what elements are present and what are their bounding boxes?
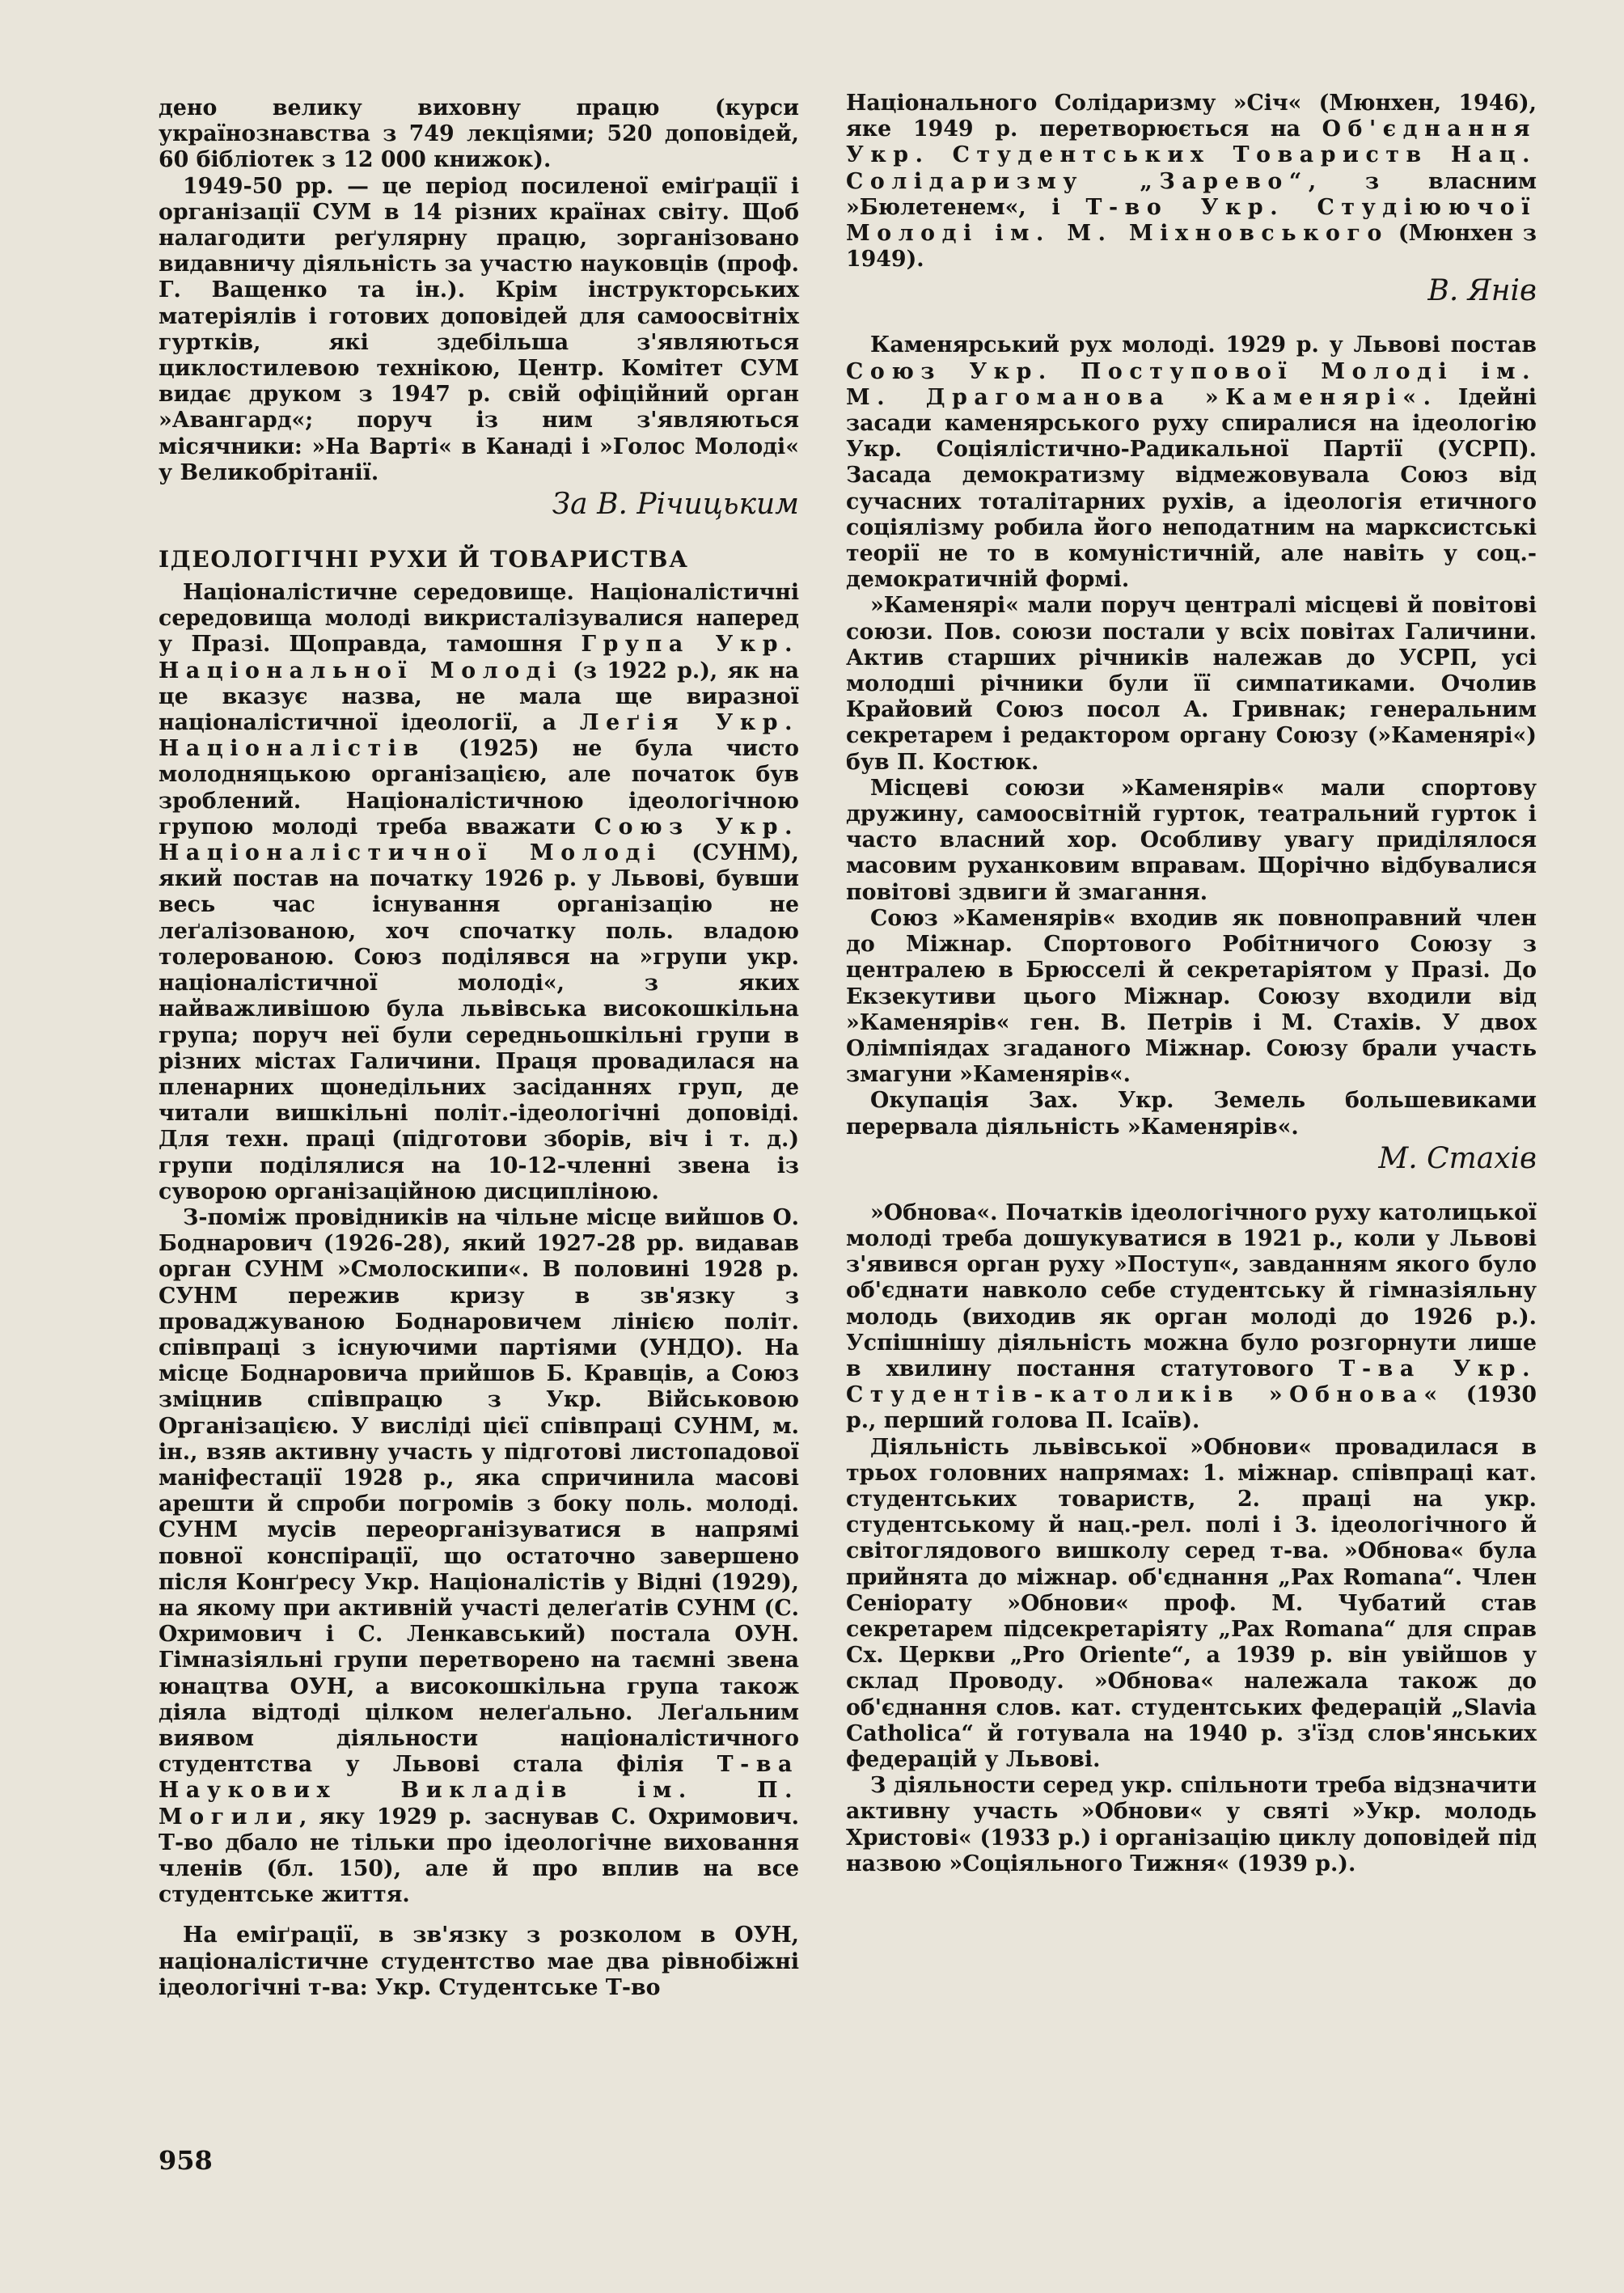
author-signature-yaniv: В. Янів: [1427, 274, 1537, 308]
paragraph-kameniari-movement: [846, 332, 1537, 593]
spaced-org-name: Група Укр. Національної Молоді: [159, 632, 799, 683]
paragraph-obnova-community: З діяльности серед укр. спільноти треба відзначити активну участь »Обнови« у святі »Укр. молодь Христові« (1933 р.) і організацію циклу доповідей під назвою »Соціяльного Тижня« (1939 р.).: [846, 1773, 1537, 1876]
paragraph-lead: »Обнова«.: [870, 1199, 998, 1225]
spaced-org-name: Т-ва Укр. Студентів-католиків »Обнова«: [846, 1356, 1537, 1408]
spaced-org-name: Союз Укр. Поступової Молоді ім. М. Драгоманова »Каменярі«: [846, 358, 1537, 410]
paragraph-kameniari-local: Місцеві союзи »Каменярів« мали спортову дружину, самоосвітній гурток, театральний гурток і часто власний хор. Особливу увагу приділялося масовим руханковим вправам. Щорічно відбувалися повітові здвиги й змагання.: [846, 775, 1537, 905]
paragraph-sum-education: дено велику виховну працю (курси українознавства з 749 лекціями; 520 доповідей, 60 бібліотек з 12 000 книжок).: [159, 95, 799, 173]
section-heading: ІДЕОЛОГІЧНІ РУХИ Й ТОВАРИСТВА: [159, 546, 689, 573]
text-run: (1925) не була чисто молодняцькою організацією, але початок був зроблений. Націоналістичною ідеологічною групою молоді треба вважати: [159, 736, 799, 840]
text-run: , з власним »Бюлетенем«, і: [846, 168, 1537, 220]
paragraph-kameniari-international: Союз »Каменярів« входив як повноправний член до Міжнар. Спортового Робітничого Союзу з централею в Брюсселі й секретаріятом у Празі. До Екзекутиви цього Міжнар. Союзу входили від »Каменярів« ген. В. Петрів і М. Стахів. У двох Олімпіядах згаданого Міжнар. Союзу брали участь змагуни »Каменярів«.: [846, 905, 1537, 1088]
text-run: Національного Солідаризму »Січ« (Мюнхен, 1946), яке 1949 р. перетворюється на: [846, 91, 1537, 142]
author-signature-stakhiv: М. Стахів: [1378, 1141, 1537, 1175]
paragraph-kameniari-end: Окупація Зах. Укр. Земель большевиками перервала діяльність »Каменярів«.: [846, 1088, 1537, 1140]
paragraph-obnova-activity: Діяльність львівської »Обнови« провадилася в трьох головних напрямах: 1. міжнар. співпраці кат. студентських товариств, 2. праці на укр. студентському й нац.-рел. полі і 3. ідеологічного й світоглядового вишколу серед т-ва. »Обнова« була прийнята до міжнар. об'єднання „Pax Romana“. Член Сеніорату »Обнови« проф. М. Чубатий став секретарем підсекретаріяту „Pax Romana“ для справ Сх. Церкви „Pro Oriente“, а 1939 р. він увійшов у склад Проводу. »Обнова« належала також до об'єднання слов. кат. студентських федерацій „Slavia Catholica“ й готувала на 1940 р. з'їзд слов'янських федерацій у Львові.: [846, 1434, 1537, 1772]
spaced-org-name: Т-ва Наукових Викладів ім. П. Могили: [159, 1752, 799, 1830]
spaced-org-name: Союз Укр. Націоналістичної Молоді: [159, 814, 799, 866]
paragraph-kameniari-unions: »Каменярі« мали поруч централі місцеві й повітові союзи. Пов. союзи постали у всіх повітах Галичини. Актив старших річників належав до УСРП, усі молодші річники були її симпатиками. Очолив Крайовий Союз посол А. Гривнак; генеральним секретарем і редактором органу Союзу (»Каменярі«) був П. Костюк.: [846, 593, 1537, 775]
paragraph-sunm-leaders: [159, 1205, 799, 1908]
paragraph-lead: Каменярський рух молоді.: [870, 332, 1216, 358]
text-run: З-поміж провідників на чільне місце вийшов О. Боднарович (1926-28), який 1927-28 рр. видавав орган СУНМ »Смолоскипи«. В половині 1928 р. СУНМ пережив кризу в зв'язку з проваджуваною Боднаровичем лінією політ. співпраці з існуючими партіями (УНДО). На місце Боднаровича прийшов Б. Кравців, а Союз зміцнив співпрацю з Укр. Військовою Організацією. У висліді цієї співпраці СУНМ, м. ін., взяв активну участь у підготові листопадової маніфестації 1928 р., яка спричинила масові арешти й спроби погромів з боку поль. молоді. СУНМ мусів переорганізуватися в напрямі повної конспірації, що остаточно завершено після Конґресу Укр. Націоналістів у Відні (1929), на якому при активній участі делеґатів СУНМ (С. Охримович і С. Ленкавський) постала ОУН. Гімназіяльні групи перетворено на таємні звена юнацтва ОУН, а високошкільна група також діяла відтоді цілком нелеґально. Леґальним виявом діяльности націоналістичного студентства у Львові стала філія: [159, 1204, 799, 1778]
text-run: (з 1922 р.), як на це вказує назва, не мала ще виразної націоналістичної ідеології, а: [159, 658, 799, 736]
author-signature-richytskyi: За В. Річицьким: [552, 488, 799, 522]
text-run: (СУНМ), який постав на початку 1926 р. у Львові, бувши весь час існування організацію не леґалізованою, хоч спочатку поль. владою толерованою. Союз поділявся на »групи укр. націоналістичної молоді«, з яких найважливішою була львівська високошкільна група; поруч неї були середньошкільні групи в різних містах Галичини. Праця провадилася на пленарних щонедільних засіданнях груп, де читали вишкільні політ.-ідеологічні доповіді. Для техн. праці (підготови зборів, віч і т. д.) групи поділялися на 10-12-членні звена із суворою організаційною дисципліною.: [159, 840, 799, 1204]
text-run: 1929 р. у Львові постав: [1215, 332, 1537, 358]
text-run: . Ідейні засади каменярського руху спиралися на ідеологію Укр. Соціялістично-Радикальної Партії (УСРП). Засада демократизму відмежовувала Союз від сучасних тоталітарних рухів, а ідеологія етичного соціялізму робила його неподатним на марксистські теорії не то в комуністичній, але навіть у соц.-демократичній формі.: [846, 384, 1537, 593]
paragraph-nationalist-milieu: [159, 580, 799, 1205]
spaced-org-name: Леґія Укр. Націоналістів: [159, 710, 799, 762]
paragraph-solidarism: [846, 91, 1537, 273]
spaced-org-name: Т-во Укр. Студіюючої Молоді ім. М. Міхновського: [846, 194, 1537, 247]
spaced-org-name: Об'єднання Укр. Студентських Товариств Нац. Солідаризму „Зарево“: [846, 116, 1537, 194]
paragraph-obnova: [846, 1200, 1537, 1435]
page-number: 958: [159, 2145, 213, 2176]
paragraph-emigration-students: На еміґрації, в зв'язку з розколом в ОУН, націоналістичне студентство мае два рівнобіжні ідеологічні т-ва: Укр. Студентське Т-во: [159, 1923, 799, 2000]
text-run: Націоналістичні середовища молоді викристалізувалися наперед у Празі. Щоправда, тамошня: [159, 580, 799, 658]
text-run: (1930 р., перший голова П. Ісаїв).: [846, 1382, 1537, 1434]
paragraph-lead: Націоналістичне середовище.: [183, 580, 574, 606]
left-column: [159, 95, 799, 2001]
text-run: (Мюнхен з 1949).: [846, 221, 1537, 273]
right-column: [846, 91, 1537, 1877]
text-run: , яку 1929 р. заснував С. Охримович. Т-во дбало не тільки про ідеологічне виховання членів (бл. 150), але й про вплив на все студентське життя.: [159, 1804, 799, 1908]
paragraph-sum-emigration: 1949-50 рр. — це період посиленої еміґрації і організації СУМ в 14 різних країнах світу. Щоб налагодити реґулярну працю, зорганізовано видавничу діяльність за участю науковців (проф. Г. Ващенко та ін.). Крім інструкторських матеріялів і готових доповідей для самоосвітніх гуртків, які здебільша з'являються циклостилевою технікою, Центр. Комітет СУМ видає друком з 1947 р. свій офіційний орган »Авангард«; поруч із ним з'являються місячники: »На Варті« в Канаді і »Голос Молоді« у Великобрітанії.: [159, 173, 799, 485]
text-run: Початків ідеологічного руху католицької молоді треба дошукуватися в 1921 р., коли у Львові з'явився орган руху »Поступ«, завданням якого було об'єднати навколо себе студентську й гімназіяльну молодь (виходив як орган молоді до 1926 р.). Успішнішу діяльність можна було розгорнути лише в хвилину постання статутового: [846, 1199, 1537, 1381]
